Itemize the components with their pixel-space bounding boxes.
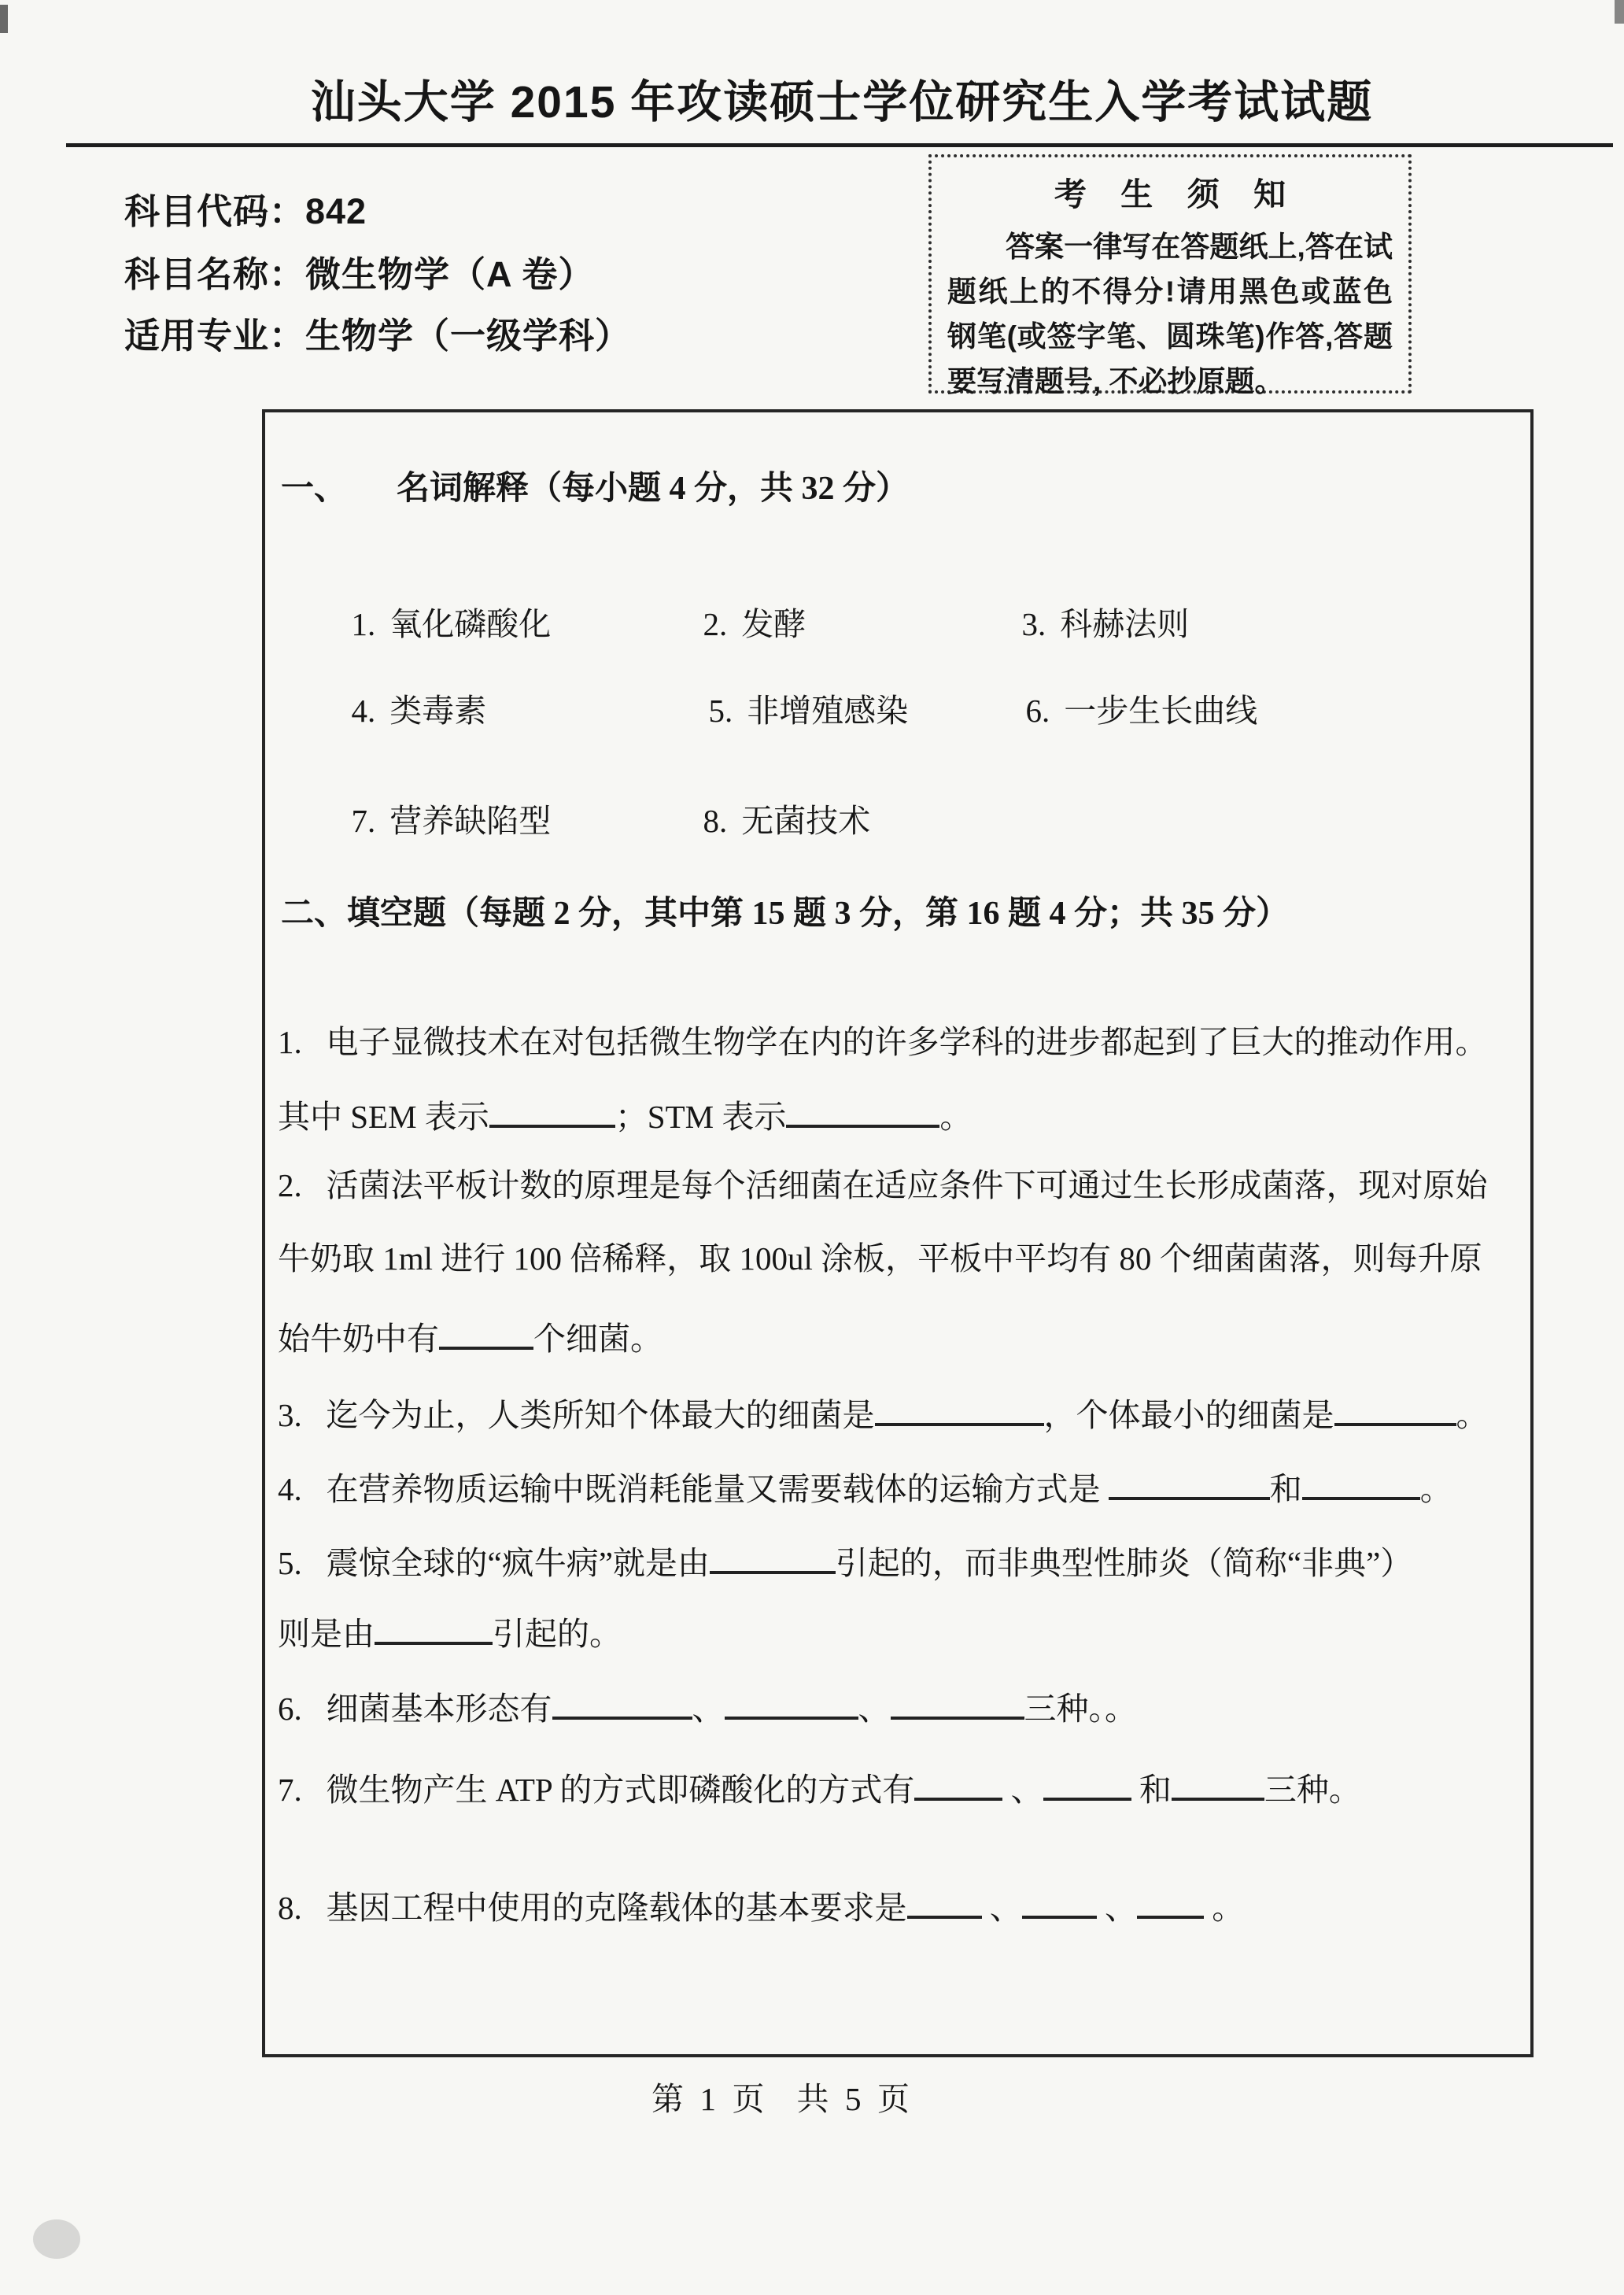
term-text: 非增殖感染 [747,693,909,729]
section1-heading: 一、 名词解释（每小题 4 分，共 32 分） [281,471,910,507]
text-segment: 6. 细菌基本形态有 [278,1690,552,1727]
text-segment: 始牛奶中有 [278,1320,439,1357]
term-number: 4. [351,693,376,729]
scan-artifact [1615,0,1624,24]
text-segment: 8. 基因工程中使用的克隆载体的基本要求是 [278,1889,907,1926]
term-text: 一步生长曲线 [1064,693,1258,729]
exam-title: 汕头大学 2015 年攻读硕士学位研究生入学考试试题 [310,77,1374,128]
answer-blank [489,1092,615,1128]
text-segment: 、 [692,1690,725,1727]
answer-blank [439,1314,533,1350]
subject-name-line: 科目名称：微生物学（A 卷） [124,254,595,294]
fill-question-4 [278,1464,1518,1509]
term-item-7 [303,757,551,879]
term-item-8 [655,757,870,879]
answer-blank [1172,1765,1264,1801]
candidate-notice-box [928,154,1412,397]
text-segment: 、 [1002,1771,1043,1808]
text-segment: 引起的，而非典型性肺炎（简称“非典”） [835,1544,1413,1581]
text-segment: 三种。。 [1024,1690,1137,1727]
text-segment: 引起的。 [493,1615,622,1652]
answer-blank [1137,1883,1204,1919]
term-number: 3. [1021,606,1046,642]
term-text: 科赫法则 [1060,606,1190,642]
term-item-4 [303,647,486,769]
fill-question-5-line-2 [278,1609,1518,1654]
answer-blank [1302,1464,1420,1500]
fill-question-2-line-3 [278,1314,1518,1358]
text-segment: 和 [1269,1470,1302,1507]
term-number: 1. [351,606,376,642]
answer-blank [786,1092,939,1128]
fill-question-1-line-2 [278,1092,1518,1136]
term-text: 氧化磷酸化 [389,606,552,642]
fill-question-8 [278,1883,1518,1927]
answer-blank [710,1538,836,1574]
answer-blank [1109,1464,1270,1500]
answer-blank [1043,1765,1131,1801]
text-segment: 、 [981,1889,1022,1926]
text-segment: 5. 震惊全球的“疯牛病”就是由 [278,1544,710,1581]
page-number-indicator: 第 1 页 共 5 页 [651,2081,910,2117]
answer-blank [725,1683,858,1720]
answer-blank [907,1883,982,1919]
fill-question-5-line-1 [278,1538,1518,1583]
text-segment: 则是由 [278,1615,375,1652]
notice-body: 答案一律写在答题纸上,答在试题纸上的不得分!请用黑色或蓝色钢笔(或签字笔、圆珠笔)作答,答题要写清题号, 不必抄原题。 [947,231,1393,397]
text-segment: 。 [939,1098,973,1135]
answer-blank [375,1609,493,1645]
text-segment: 三种。 [1264,1771,1361,1808]
text-segment: ，个体最小的细菌是 [1043,1396,1334,1433]
applicable-major-line: 适用专业：生物学（一级学科） [124,316,632,356]
text-segment: 1. 电子显微技术在对包括微生物学在内的许多学科的进步都起到了巨大的推动作用。 [278,1024,1488,1060]
term-number: 5. [708,693,733,729]
text-segment: 和 [1131,1771,1172,1808]
fill-question-6 [278,1683,1518,1728]
text-segment: 、 [858,1690,891,1727]
text-segment: 。 [1419,1470,1452,1507]
fill-question-2-line-2 [278,1239,1518,1278]
term-text: 类毒素 [389,693,487,729]
term-number: 7. [351,803,376,839]
fill-question-2-line-1 [278,1166,1518,1205]
text-segment: 个细菌。 [533,1320,663,1357]
text-segment: 。 [1204,1889,1245,1926]
text-segment: 其中 SEM 表示 [278,1098,489,1135]
term-text: 无菌技术 [741,803,871,839]
question-content-box [262,409,1534,2057]
text-segment: ；STM 表示 [615,1098,787,1135]
answer-blank [1022,1883,1097,1919]
answer-blank [552,1683,692,1720]
notice-title: 考 生 须 知 [1054,176,1299,213]
text-segment: 牛奶取 1ml 进行 100 倍稀释，取 100ul 涂板，平板中平均有 80 个细菌菌落，则每升原 [278,1240,1482,1277]
fill-question-3 [278,1390,1518,1435]
header-rule [66,143,1613,147]
text-segment: 2. 活菌法平板计数的原理是每个活细菌在适应条件下可通过生长形成菌落，现对原始 [278,1167,1488,1203]
fill-question-7 [278,1765,1518,1809]
text-segment: 、 [1096,1889,1137,1926]
subject-code-line: 科目代码：842 [124,191,367,231]
answer-blank [891,1683,1024,1720]
answer-blank [914,1765,1002,1801]
term-number: 2. [703,606,728,642]
scan-artifact [0,5,8,33]
term-number: 6. [1025,693,1050,729]
section2-heading: 二、填空题（每题 2 分，其中第 15 题 3 分，第 16 题 4 分；共 35 分） [281,896,1290,932]
term-item-5 [660,647,908,769]
fill-question-1-line-1 [278,1022,1518,1062]
term-item-6 [977,647,1257,769]
text-segment: 7. 微生物产生 ATP 的方式即磷酸化的方式有 [278,1771,915,1808]
text-segment: 。 [1456,1396,1489,1433]
answer-blank [875,1390,1044,1426]
text-segment: 4. 在营养物质运输中既消耗能量又需要载体的运输方式是 [278,1470,1109,1507]
term-text: 发酵 [741,606,806,642]
term-number: 8. [703,803,728,839]
scan-artifact [33,2219,80,2259]
text-segment: 3. 迄今为止，人类所知个体最大的细菌是 [278,1396,875,1433]
term-text: 营养缺陷型 [389,803,552,839]
answer-blank [1334,1390,1456,1426]
